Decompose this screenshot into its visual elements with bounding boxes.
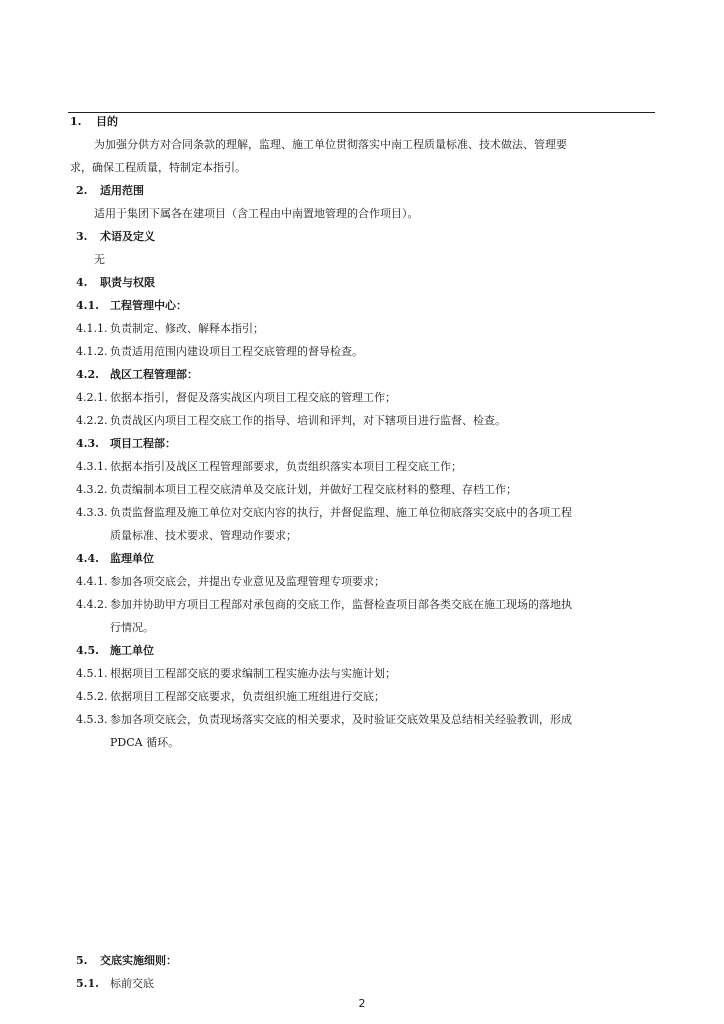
subsection-5-1-text: 标前交底 xyxy=(110,977,154,990)
subsection-4-2-title: 战区工程管理部： xyxy=(110,368,198,381)
section-3-title: 术语及定义 xyxy=(100,230,155,243)
item-4-4-1-number: 4.4.1. xyxy=(76,575,108,588)
subsection-4-4-title: 监理单位 xyxy=(110,552,154,565)
section-1-body-line1: 为加强分供方对合同条款的理解，监理、施工单位贯彻落实中南工程质量标准、技术做法、管理要 xyxy=(94,138,567,151)
item-4-3-3-text: 负责监督监理及施工单位对交底内容的执行，并督促监理、施工单位彻底落实交底中的各项工程 xyxy=(110,506,572,519)
item-4-4-1-text: 参加各项交底会，并提出专业意见及监理管理专项要求； xyxy=(110,575,385,588)
item-4-3-3-text-cont: 质量标准、技术要求、管理动作要求； xyxy=(110,529,297,542)
section-2-number: 2. xyxy=(76,184,88,197)
subsection-4-5-title: 施工单位 xyxy=(110,644,154,657)
item-4-2-1-text: 依据本指引，督促及落实战区内项目工程交底的管理工作； xyxy=(110,391,396,404)
item-4-2-1-number: 4.2.1. xyxy=(76,391,108,404)
item-4-5-2-text: 依据项目工程部交底要求，负责组织施工班组进行交底； xyxy=(110,690,385,703)
item-4-3-2-text: 负责编制本项目工程交底清单及交底计划，并做好工程交底材料的整理、存档工作； xyxy=(110,483,517,496)
section-4-title: 职责与权限 xyxy=(100,276,155,289)
item-4-1-2-text: 负责适用范围内建设项目工程交底管理的督导检查。 xyxy=(110,345,363,358)
item-4-2-2-number: 4.2.2. xyxy=(76,414,108,427)
section-1-body-line2: 求，确保工程质量，特制定本指引。 xyxy=(70,161,246,174)
item-4-1-1-text: 负责制定、修改、解释本指引； xyxy=(110,322,264,335)
section-3-body: 无 xyxy=(94,253,105,266)
subsection-4-3-title: 项目工程部： xyxy=(110,437,176,450)
section-4-number: 4. xyxy=(76,276,88,289)
item-4-2-2-text: 负责战区内项目工程交底工作的指导、培训和评判，对下辖项目进行监督、检查。 xyxy=(110,414,506,427)
item-4-3-2-number: 4.3.2. xyxy=(76,483,108,496)
subsection-5-1-number: 5.1. xyxy=(76,977,99,990)
section-1-title: 目的 xyxy=(96,115,118,128)
subsection-4-3-number: 4.3. xyxy=(76,437,99,450)
item-4-4-2-text: 参加并协助甲方项目工程部对承包商的交底工作，监督检查项目部各类交底在施工现场的落地执 xyxy=(110,598,572,611)
subsection-4-1-number: 4.1. xyxy=(76,299,99,312)
item-4-3-1-text: 依据本指引及战区工程管理部要求，负责组织落实本项目工程交底工作； xyxy=(110,460,462,473)
section-5-number: 5. xyxy=(76,954,88,967)
item-4-3-3-number: 4.3.3. xyxy=(76,506,108,519)
subsection-4-2-number: 4.2. xyxy=(76,368,99,381)
item-4-5-2-number: 4.5.2. xyxy=(76,690,108,703)
section-2-title: 适用范围 xyxy=(100,184,144,197)
subsection-4-4-number: 4.4. xyxy=(76,552,99,565)
item-4-5-1-number: 4.5.1. xyxy=(76,667,108,680)
item-4-4-2-number: 4.4.2. xyxy=(76,598,108,611)
section-2-body: 适用于集团下属各在建项目（含工程由中南置地管理的合作项目）。 xyxy=(94,207,419,220)
section-1-number: 1. xyxy=(70,115,82,128)
section-3-number: 3. xyxy=(76,230,88,243)
subsection-4-5-number: 4.5. xyxy=(76,644,99,657)
item-4-5-3-text: 参加各项交底会，负责现场落实交底的相关要求，及时验证交底效果及总结相关经验教训，形成 xyxy=(110,713,572,726)
item-4-4-2-text-cont: 行情况。 xyxy=(110,621,154,634)
item-4-5-3-number: 4.5.3. xyxy=(76,713,108,726)
item-4-3-1-number: 4.3.1. xyxy=(76,460,108,473)
section-5-title: 交底实施细则： xyxy=(100,954,177,967)
subsection-4-1-title: 工程管理中心： xyxy=(110,299,187,312)
header-rule xyxy=(68,112,655,113)
item-4-1-1-number: 4.1.1. xyxy=(76,322,108,335)
item-4-5-1-text: 根据项目工程部交底的要求编制工程实施办法与实施计划； xyxy=(110,667,396,680)
item-4-1-2-number: 4.1.2. xyxy=(76,345,108,358)
item-4-5-3-text-cont: PDCA 循环。 xyxy=(110,736,180,749)
page-number: 2 xyxy=(358,997,366,1010)
